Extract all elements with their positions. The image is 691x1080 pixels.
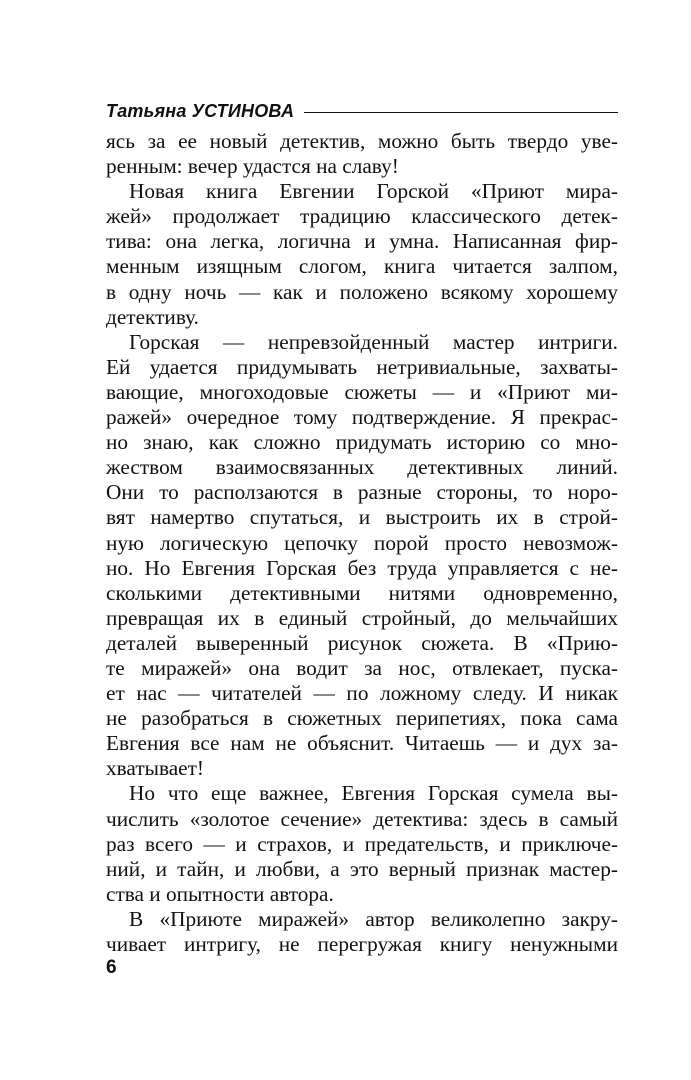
text-line: Горская — непревзойденный мастер интриги. (129, 329, 618, 354)
text-line: Но что еще важнее, Евгения Горская сумела вы- (129, 781, 618, 806)
text-line: вят намертво спутаться, и выстроить их в строй- (106, 505, 618, 530)
page-number: 6 (106, 957, 117, 978)
text-line: деталей выверенный рисунок сюжета. В «Прию- (106, 630, 618, 655)
text-line: В «Приюте миражей» автор великолепно закру- (129, 906, 618, 931)
running-head-author: Татьяна УСТИНОВА (106, 101, 295, 121)
text-line: вающие, многоходовые сюжеты — и «Приют ми- (106, 379, 618, 404)
text-line: сколькими детективными нитями одновременно, (106, 580, 618, 605)
text-line: жей» продолжает традицию классического детек- (106, 204, 618, 229)
text-line: Ей удается придумывать нетривиальные, захваты- (106, 354, 618, 379)
text-line: ства и опытности автора. (106, 881, 334, 906)
text-line: Евгения все нам не объяснит. Читаешь — и дух за- (106, 731, 618, 756)
text-line: чивает интригу, не перегружая книгу ненужными (106, 932, 618, 956)
text-line: не разобраться в сюжетных перипетиях, пока сама (106, 706, 618, 731)
body-text (106, 129, 618, 957)
text-line: раз всего — и страхов, и предательств, и приключе- (106, 831, 618, 856)
text-line: но. Но Евгения Горская без труда управляется с не- (106, 555, 618, 580)
running-head-rule (304, 112, 618, 113)
text-line: ную логическую цепочку порой просто невозмож- (106, 530, 618, 555)
text-line: ренным: вечер удастся на славу! (106, 154, 399, 179)
text-line: ет нас — читателей — по ложному следу. И никак (106, 681, 618, 706)
text-line: хватывает! (106, 756, 205, 781)
text-line: детективу. (106, 304, 199, 329)
text-line: жеством взаимосвязанных детективных линий. (106, 455, 618, 480)
text-line: превращая их в единый стройный, до мельчайших (106, 605, 618, 630)
text-line: ясь за ее новый детектив, можно быть твердо уве- (106, 129, 618, 153)
text-line: но знаю, как сложно придумать историю со мно- (106, 430, 618, 455)
text-line: Они то расползаются в разные стороны, то норо- (106, 480, 618, 505)
text-line: Новая книга Евгении Горской «Приют мира- (129, 179, 618, 204)
text-line: те миражей» она водит за нос, отвлекает, пуска- (106, 655, 618, 680)
text-line: числить «золотое сечение» детектива: здесь в самый (106, 806, 618, 831)
text-line: в одну ночь — как и положено всякому хорошему (106, 279, 618, 304)
text-line: тива: она легка, логична и умна. Написанная фир- (106, 229, 618, 254)
text-line: ражей» очередное тому подтверждение. Я прекрас- (106, 405, 618, 430)
running-head (106, 99, 618, 129)
text-line: менным изящным слогом, книга читается залпом, (106, 254, 618, 279)
text-line: ний, и тайн, и любви, а это верный признак мастер- (106, 856, 618, 881)
